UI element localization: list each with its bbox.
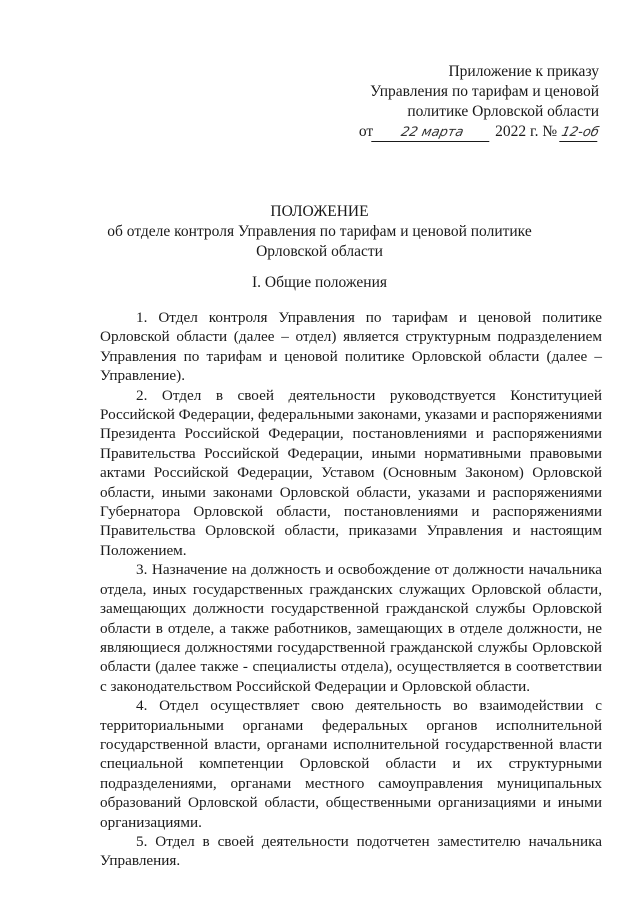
document-title: [40, 202, 599, 262]
appendix-line-1: Приложение к приказу: [448, 63, 599, 80]
title-line-3: Орловской области: [256, 243, 383, 260]
paragraph-5: 5. Отдел в своей деятельности подотчетен заместителю начальника Управления.: [100, 832, 602, 870]
handwritten-date: 22 марта: [371, 125, 493, 142]
year-number-label: 2022 г. №: [495, 123, 558, 140]
section-heading: I. Общие положения: [251, 274, 388, 291]
appendix-line-2: Управления по тарифам и ценовой: [370, 83, 599, 100]
document-body: [100, 308, 602, 871]
paragraph-3: 3. Назначение на должность и освобождение от должности начальника отдела, иных государственных гражданских служащих Орловской области, замещающих должности государственной гражданской службы Орловской области в отделе, а также работников, замещающих в отделе должности, не являющиеся должностями государственной гражданской службы Орловской области (далее также - специалисты отдела), осуществляется в соответствии с законодательством Российской Федерации и Орловской области.: [100, 561, 602, 695]
handwritten-order-number: 12-об: [560, 125, 601, 140]
paragraph-2: 2. Отдел в своей деятельности руководствуется Конституцией Российской Федерации, федеральными законами, указами и распоряжениями Президента Российской Федерации, постановлениями и распоряжениями Правительства Российской Федерации, иными нормативными правовыми актами Российской Федерации, Уставом (Основным Законом) Орловской области, иными законами Орловской области, указами и распоряжениями Губернатора Орловской области, постановлениями и распоряжениями Правительства Орловской области, приказами Управления и настоящим Положением.: [100, 386, 602, 559]
title-line-2: об отделе контроля Управления по тарифам и ценовой политике: [107, 223, 532, 240]
from-prefix: от: [358, 123, 374, 140]
paragraph-1: 1. Отдел контроля Управления по тарифам и ценовой политике Орловской области (далее – отдел) является структурным подразделением Управления по тарифам и ценовой политике Орловской области (далее – Управление).: [100, 309, 602, 385]
appendix-header: [359, 62, 599, 142]
title-word: ПОЛОЖЕНИЕ: [270, 203, 369, 220]
order-date-line: [359, 122, 599, 142]
appendix-line-3: политике Орловской области: [407, 103, 599, 120]
paragraph-4: 4. Отдел осуществляет свою деятельность во взаимодействии с территориальными органами федеральных органов исполнительной государственной власти, органами исполнительной государственной власти специальной компетенции Орловской области и их структурными подразделениями, органами местного самоуправления муниципальных образований Орловской области, общественными организациями и иными организациями.: [100, 697, 602, 831]
